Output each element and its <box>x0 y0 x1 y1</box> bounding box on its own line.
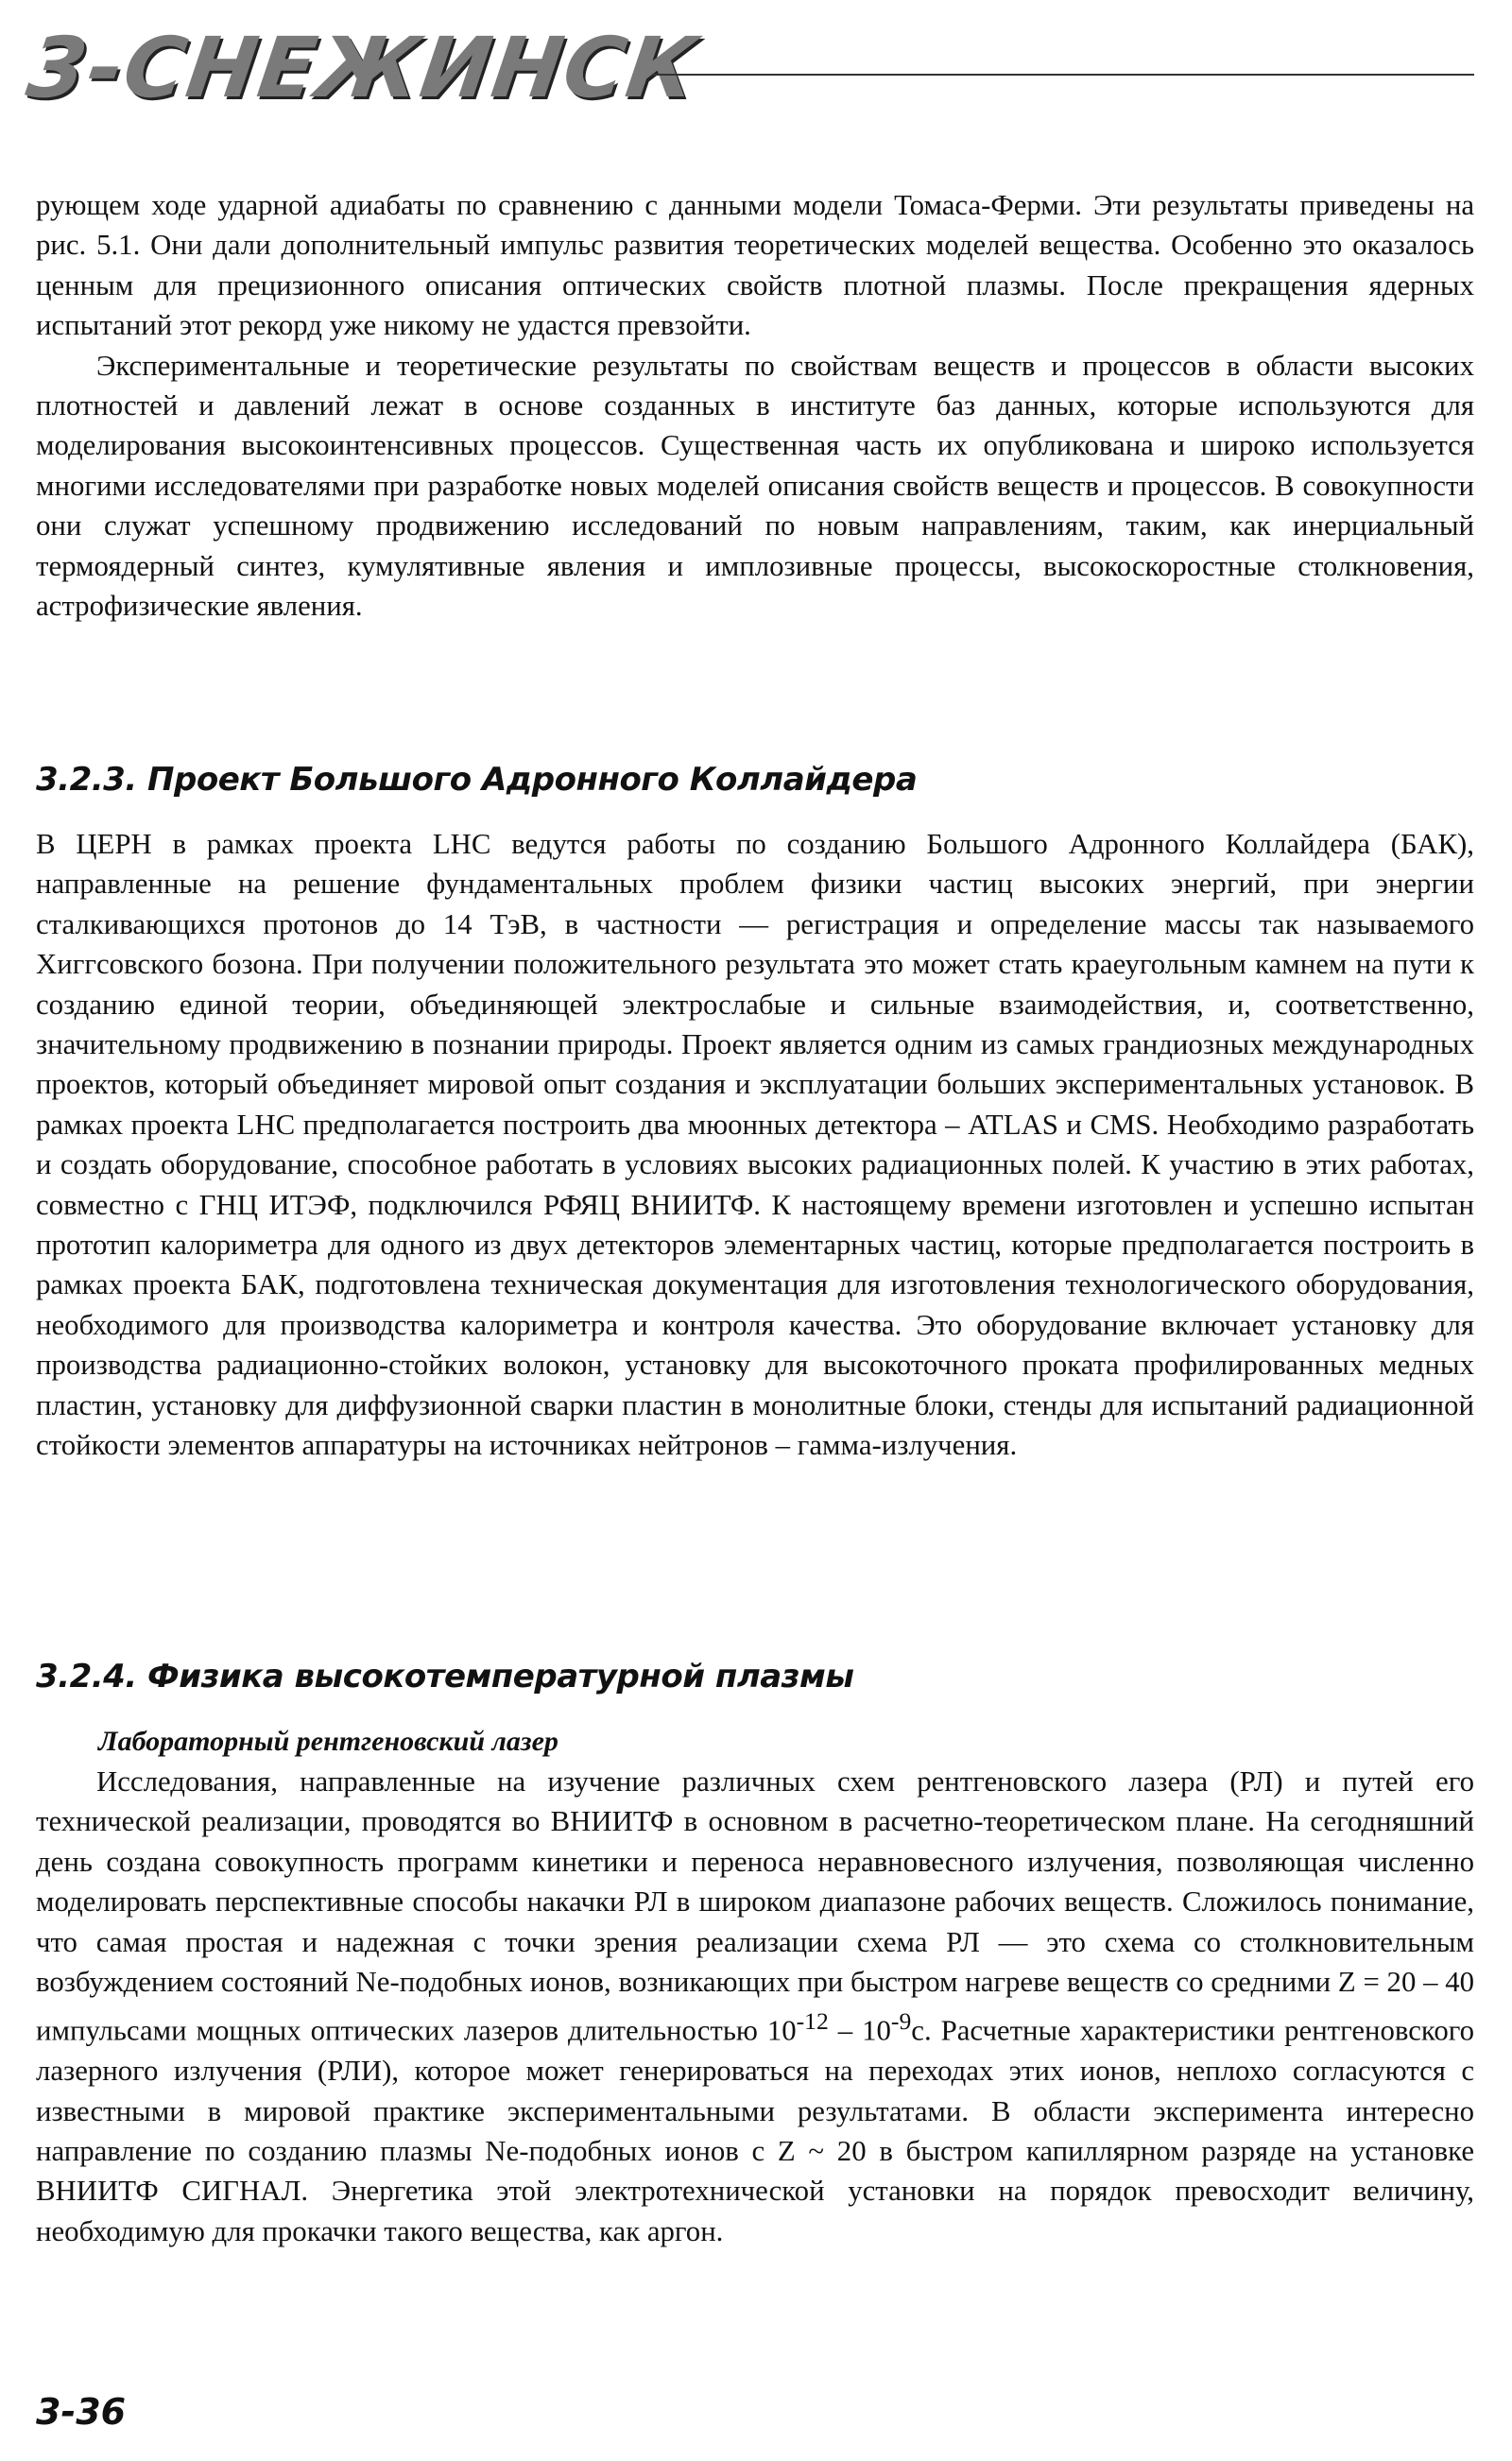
text-run: Исследования, направленные на изучение различных схем рентгеновского лазера (РЛ) и путей его технической реализации, проводятся во ВНИИТФ в основном в расчетно-теоретическом плане. На сегодняшний день создана совокупность программ кинетики и переноса неравновесного излучения, позволяющая численно моделировать перспективные способы накачки РЛ в широком диапазоне рабочих веществ. Сложилось понимание, что самая простая и надежная с точки зрения реализации схема РЛ — это схема со столкновительным возбуждением состояний Ne-подобных ионов, возникающих при быстром нагреве веществ со средними Z = 20 – 40 импульсами мощных оптических лазеров длительностью 10 <box>36 1765 1474 2047</box>
text-run: – 10 <box>828 2014 891 2047</box>
section-3-2-3-body <box>36 824 1474 1466</box>
heading-3-2-3: 3.2.3. Проект Большого Адронного Коллайдера <box>36 761 918 799</box>
paragraph-xray-laser <box>36 1762 1474 2251</box>
superscript: -12 <box>796 2007 829 2036</box>
page-number: 3-36 <box>36 2391 127 2433</box>
section-3-2-1-continuation <box>36 185 1474 626</box>
subheading-xray-laser: Лабораторный рентгеновский лазер <box>98 1726 558 1757</box>
superscript: -9 <box>890 2007 912 2036</box>
section-3-2-4-body <box>36 1762 1474 2251</box>
header-rule <box>652 74 1474 76</box>
paragraph-lhc: В ЦЕРН в рамках проекта LHC ведутся работы по созданию Большого Адронного Коллайдера (БАК), направленные на решение фундаментальных проблем физики частиц высоких энергий, при энергии сталкивающихся протонов до 14 ТэВ, в частности — регистрация и определение массы так называемого Хиггсовского бозона. При получении положительного результата это может стать краеугольным камнем на пути к созданию единой теории, объединяющей электрослабые и сильные взаимодействия, и, соответственно, значительному продвижению в познании природы. Проект является одним из самых грандиозных международных проектов, который объединяет мировой опыт создания и эксплуатации больших экспериментальных установок. В рамках проекта LHC предполагается построить два мюонных детектора – ATLAS и CMS. Необходимо разработать и создать оборудование, способное работать в условиях высоких радиационных полей. К участию в этих работах, совместно с ГНЦ ИТЭФ, подключился РФЯЦ ВНИИТФ. К настоящему времени изготовлен и успешно испытан прототип калориметра для одного из двух детекторов элементарных частиц, которые предполагается построить в рамках проекта БАК, подготовлена техническая документация для изготовления технологического оборудования, необходимого для производства калориметра и контроля качества. Это оборудование включает установку для производства радиационно-стойких волокон, установку для высокоточного проката профилированных медных пластин, установку для диффузионной сварки пластин в монолитные блоки, стенды для испытаний радиационной стойкости элементов аппаратуры на источниках нейтронов – гамма-излучения. <box>36 828 1474 1462</box>
running-header-title: 3-СНЕЖИНСК <box>21 19 704 116</box>
paragraph-continuation: рующем ходе ударной адиабаты по сравнению с данными модели Томаса-Ферми. Эти результаты приведены на рис. 5.1. Они дали дополнительный импульс развития теоретических моделей вещества. Особенно это оказалось ценным для прецизионного описания оптических свойств плотной плазмы. После прекращения ядерных испытаний этот рекорд уже никому не удастся превзойти. <box>36 189 1474 342</box>
paragraph-databases: Экспериментальные и теоретические результаты по свойствам веществ и процессов в области высоких плотностей и давлений лежат в основе созданных в институте баз данных, которые используются для моделирования высокоинтенсивных процессов. Существенная часть их опубликована и широко используется многими исследователями при разработке новых моделей описания свойств веществ и процессов. В совокупности они служат успешному продвижению исследований по новым направлениям, таким, как инерциальный термоядерный синтез, кумулятивные явления и имплозивные процессы, высокоскоростные столкновения, астрофизические явления. <box>36 349 1474 623</box>
text-run: с. Расчетные характеристики рентгеновского лазерного излучения (РЛИ), которое может генерироваться на переходах этих ионов, неплохо согласуются с известными в мировой практике экспериментальными результатами. В области эксперимента интересно направление по созданию плазмы Ne-подобных ионов с Z ~ 20 в быстром капиллярном разряде на установке ВНИИТФ СИГНАЛ. Энергетика этой электротехнической установки на порядок превосходит величину, необходимую для прокачки такого вещества, как аргон. <box>36 2014 1474 2247</box>
heading-3-2-4: 3.2.4. Физика высокотемпературной плазмы <box>36 1658 854 1695</box>
